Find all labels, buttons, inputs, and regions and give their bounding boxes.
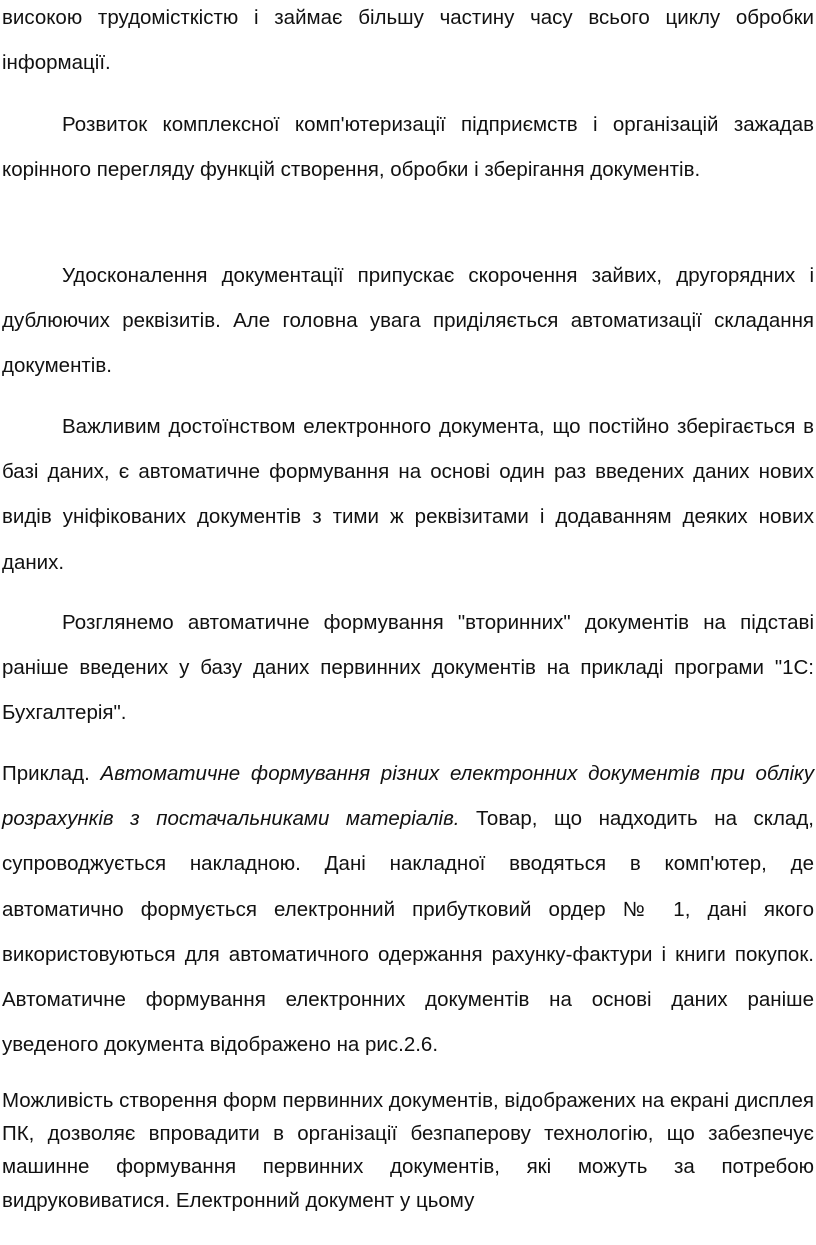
paragraph-documentation-improvement: Удосконалення документації припускає скорочення зайвих, другорядних і дублюючих реквізитів. Але головна увага приділяється автоматизації складання документів.: [2, 264, 814, 378]
paragraph-example: [2, 751, 814, 1067]
example-body: Товар, що надходить на склад, супроводжується накладною. Дані накладної вводяться в комп'ютер, де автоматично формується електронний прибутковий ордер № 1, дані якого використовуються для автоматичного одержання рахунку-фактури і книги покупок. Автоматичне формування електронних документів на основі даних раніше уведеного документа відображено на рис.2.6.: [2, 807, 814, 1057]
paragraph-secondary-documents: Розглянемо автоматичне формування "вторинних" документів на підставі раніше введених у базу даних первинних документів на прикладі програми "1С: Бухгалтерія".: [2, 611, 814, 725]
paragraph-paperless-technology: Можливість створення форм первинних документів, відображених на екрані дисплея ПК, дозволяє впровадити в організації безпаперову технологію, що забезпечує машинне формування первинних документів, які можуть за потребою видруковиватися. Електронний документ у цьому: [2, 1089, 814, 1212]
paragraph-computerization: Розвиток комплексної комп'ютеризації підприємств і організацій зажадав корінного перегляду функцій створення, обробки і зберігання документів.: [2, 113, 814, 182]
example-italic-title: Автоматичне формування різних електронних документів при обліку розрахунків з постачальниками матеріалів.: [2, 762, 814, 831]
example-label: Приклад.: [2, 762, 101, 785]
paragraph-electronic-document-advantage: Важливим достоїнством електронного документа, що постійно зберігається в базі даних, є автоматичне формування на основі один раз введених даних нових видів уніфікованих документів з тими ж реквізитами і додаванням деяких нових даних.: [2, 415, 814, 574]
paragraph-document-processing: високою трудомісткістю і займає більшу частину часу всього циклу обробки інформації.: [2, 6, 814, 75]
